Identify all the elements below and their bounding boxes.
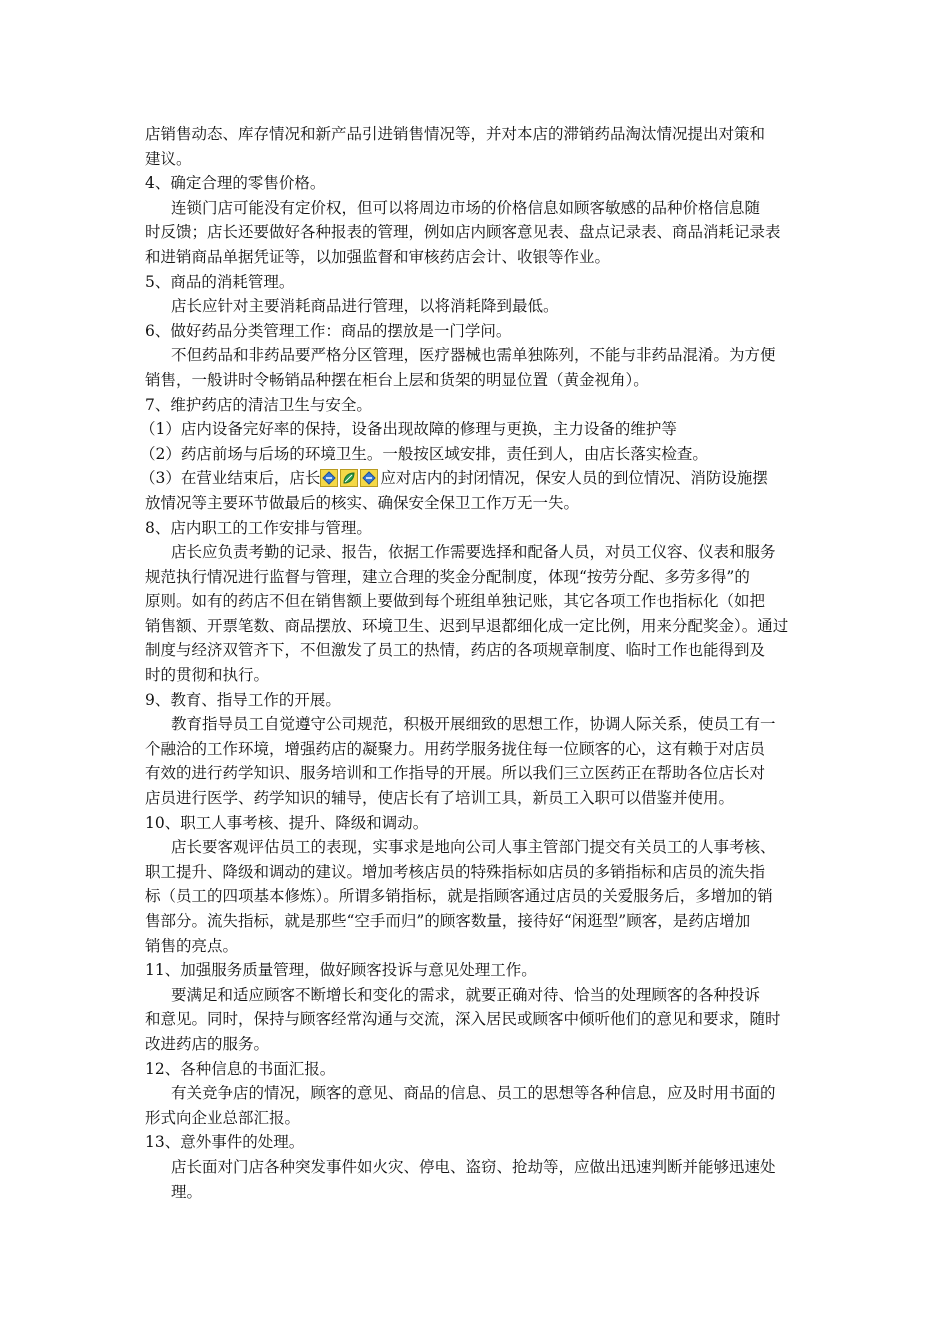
text-line: 连锁门店可能没有定价权，但可以将周边市场的价格信息如顾客敏感的品种价格信息随 — [171, 198, 761, 217]
text-line: 时反馈；店长还要做好各种报表的管理，例如店内顾客意见表、盘点记录表、商品消耗记录表 — [145, 223, 781, 242]
text-line: 店员进行医学、药学知识的辅导，使店长有了培训工具，新员工入职可以借鉴并使用。 — [145, 789, 735, 808]
text-line: 店长要客观评估员工的表现，实事求是地向公司人事主管部门提交有关员工的人事考核、 — [171, 838, 776, 857]
leaf-icon — [340, 469, 358, 487]
list-item — [140, 466, 815, 491]
section-heading: 7、维护药店的清洁卫生与安全。 — [145, 395, 372, 414]
text-line: 有效的进行药学知识、服务培训和工作指导的开展。所以我们三立医药正在帮助各位店长对 — [145, 764, 766, 783]
diamond-icon — [320, 469, 338, 487]
text-span: 应对店内的封闭情况，保安人员的到位情况、消防设施摆 — [380, 469, 768, 488]
text-line: 店长应负责考勤的记录、报告，依据工作需要选择和配备人员，对员工仪容、仪表和服务 — [171, 543, 776, 562]
text-line: 规范执行情况进行监督与管理，建立合理的奖金分配制度，体现“按劳分配、多劳多得”的 — [145, 567, 750, 586]
inline-icon-group — [320, 469, 380, 487]
text-line: 店长应针对主要消耗商品进行管理，以将消耗降到最低。 — [171, 297, 559, 316]
document-body — [140, 122, 815, 1204]
text-line: 制度与经济双管齐下，不但激发了员工的热情，药店的各项规章制度、临时工作也能得到及 — [145, 641, 766, 660]
text-span: （3）在营业结束后，店长 — [140, 469, 321, 488]
text-line: 放情况等主要环节做最后的核实、确保安全保卫工作万无一失。 — [145, 493, 580, 512]
list-item: （1）店内设备完好率的保持，设备出现故障的修理与更换，主力设备的维护等 — [140, 420, 677, 439]
section-heading: 8、店内职工的工作安排与管理。 — [145, 518, 372, 537]
text-line: 改进药店的服务。 — [145, 1034, 270, 1053]
text-line: 职工提升、降级和调动的建议。增加考核店员的特殊指标如店员的多销指标和店员的流失指 — [145, 862, 766, 881]
text-line: 和进销商品单据凭证等，以加强监督和审核药店会计、收银等作业。 — [145, 247, 611, 266]
text-line: 售部分。流失指标，就是那些“空手而归”的顾客数量，接待好“闲逛型”顾客，是药店增加 — [145, 912, 751, 930]
text-line: 理。 — [171, 1182, 203, 1201]
section-heading: 13、意外事件的处理。 — [145, 1133, 305, 1152]
text-line: 不但药品和非药品要严格分区管理，医疗器械也需单独陈列，不能与非药品混淆。为方便 — [171, 346, 776, 365]
text-line: 要满足和适应顾客不断增长和变化的需求，就要正确对待、恰当的处理顾客的各种投诉 — [171, 985, 761, 1004]
section-heading: 12、各种信息的书面汇报。 — [145, 1059, 336, 1078]
text-line: 店长面对门店各种突发事件如火灾、停电、盗窃、抢劫等，应做出迅速判断并能够迅速处 — [171, 1157, 776, 1176]
text-line: 时的贯彻和执行。 — [145, 666, 270, 685]
text-line: 和意见。同时，保持与顾客经常沟通与交流，深入居民或顾客中倾听他们的意见和要求，随时 — [145, 1010, 781, 1029]
text-line: 原则。如有的药店不但在销售额上要做到每个班组单独记账，其它各项工作也指标化（如把 — [145, 592, 766, 611]
text-line: 有关竞争店的情况，顾客的意见、商品的信息、员工的思想等各种信息，应及时用书面的 — [171, 1084, 776, 1103]
text-line: 建议。 — [145, 149, 192, 168]
text-line: 教育指导员工自觉遵守公司规范，积极开展细致的思想工作，协调人际关系，使员工有一 — [171, 715, 776, 734]
diamond-icon — [360, 469, 378, 487]
section-heading: 4、确定合理的零售价格。 — [145, 174, 326, 193]
text-line: 店销售动态、库存情况和新产品引进销售情况等，并对本店的滞销药品淘汰情况提出对策和 — [145, 125, 766, 143]
section-heading: 10、职工人事考核、提升、降级和调动。 — [145, 813, 429, 832]
section-heading: 6、做好药品分类管理工作：商品的摆放是一门学问。 — [145, 321, 512, 340]
text-line: 个融洽的工作环境，增强药店的凝聚力。用药学服务拢住每一位顾客的心，这有赖于对店员 — [145, 739, 766, 758]
text-line: 销售额、开票笔数、商品摆放、环境卫生、迟到早退都细化成一定比例，用来分配奖金）。通过 — [145, 616, 789, 635]
text-line: 销售的亮点。 — [145, 936, 239, 955]
list-item: （2）药店前场与后场的环境卫生。一般按区域安排，责任到人，由店长落实检查。 — [140, 444, 708, 463]
section-heading: 5、商品的消耗管理。 — [145, 272, 295, 291]
text-line: 销售，一般讲时令畅销品种摆在柜台上层和货架的明显位置（黄金视角）。 — [145, 370, 649, 389]
text-line: 形式向企业总部汇报。 — [145, 1108, 301, 1127]
section-heading: 9、教育、指导工作的开展。 — [145, 690, 341, 709]
text-line: 标（员工的四项基本修炼）。所谓多销指标，就是指顾客通过店员的关爱服务后，多增加的销 — [145, 887, 773, 906]
section-heading: 11、加强服务质量管理，做好顾客投诉与意见处理工作。 — [145, 961, 537, 980]
